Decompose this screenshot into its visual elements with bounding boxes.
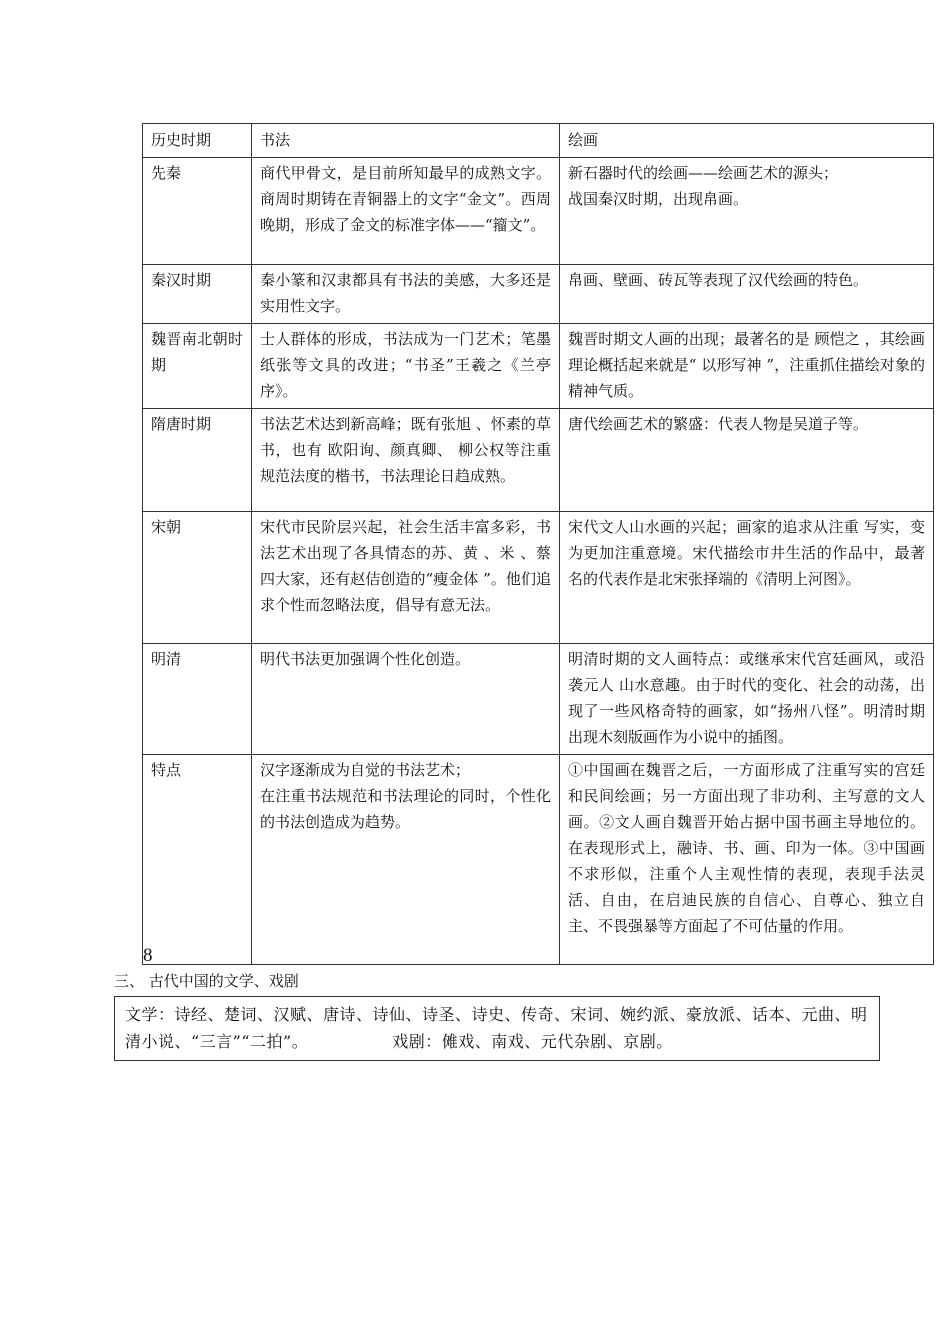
painting-cell: 魏晋时期文人画的出现；最著名的是 顾恺之 ，其绘画理论概括起来就是“ 以形写神 ”，注重抓住描绘对象的 精神气质。 <box>560 324 934 409</box>
painting-cell: 明清时期的文人画特点：或继承宋代宫廷画风，或沿袭元人 山水意趣。由于时代的变化、社会的动荡，出现了一些风格奇特的画家，如“扬州八怪”。明清时期出现木刻版画作为小说中的插图。 <box>560 644 934 755</box>
literature-drama-box <box>114 996 880 1061</box>
table-row <box>143 644 934 755</box>
calligraphy-cell: 商代甲骨文，是目前所知最早的成熟文字。商周时期铸在青铜器上的文字“金文”。西周晚期，形成了金文的标准字体——“籀文”。 <box>252 158 560 265</box>
painting-cell: 宋代文人山水画的兴起；画家的追求从注重 写实，变为更加注重意境。宋代描绘市井生活的作品中，最著名的代表作是北宋张择端的《清明上河图》。 <box>560 512 934 644</box>
period-cell: 特点 <box>143 755 252 965</box>
table-row <box>143 324 934 409</box>
period-cell: 明清 <box>143 644 252 755</box>
header-period: 历史时期 <box>143 124 252 158</box>
history-art-table <box>142 123 934 965</box>
period-cell: 魏晋南北朝时期 <box>143 324 252 409</box>
painting-cell: 新石器时代的绘画——绘画艺术的源头； 战国秦汉时期，出现帛画。 <box>560 158 934 265</box>
table-header-row <box>143 124 934 158</box>
section-title: 三、 古代中国的文学、戏剧 <box>114 972 299 990</box>
literature-list: 文学：诗经、楚词、汉赋、唐诗、诗仙、诗圣、诗史、传奇、宋词、婉约派、豪放派、话本、元曲、明清小说、“三言”“二拍”。 <box>125 1005 868 1051</box>
period-cell: 隋唐时期 <box>143 409 252 512</box>
drama-list: 戏剧：傩戏、南戏、元代杂剧、京剧。 <box>392 1032 673 1051</box>
table-row <box>143 265 934 324</box>
period-cell: 秦汉时期 <box>143 265 252 324</box>
calligraphy-cell: 宋代市民阶层兴起，社会生活丰富多彩，书法艺术出现了各具情态的苏、黄 、米 、蔡四大家，还有赵佶创造的“瘦金体 ”。他们追求个性而忽略法度，倡导有意无法。 <box>252 512 560 644</box>
period-cell: 宋朝 <box>143 512 252 644</box>
table-row <box>143 409 934 512</box>
table-row <box>143 158 934 265</box>
header-calligraphy: 书法 <box>252 124 560 158</box>
page-number: 8 <box>143 945 153 966</box>
table-row <box>143 512 934 644</box>
header-painting: 绘画 <box>560 124 934 158</box>
period-cell: 先秦 <box>143 158 252 265</box>
painting-cell: 唐代绘画艺术的繁盛：代表人物是吴道子等。 <box>560 409 934 512</box>
calligraphy-cell: 士人群体的形成，书法成为一门艺术；笔墨纸张等文具的改进；“书圣”王羲之《兰亭序》。 <box>252 324 560 409</box>
calligraphy-cell: 明代书法更加强调个性化创造。 <box>252 644 560 755</box>
calligraphy-cell: 汉字逐渐成为自觉的书法艺术； 在注重书法规范和书法理论的同时，个性化的书法创造成为趋势。 <box>252 755 560 965</box>
calligraphy-cell: 书法艺术达到新高峰；既有张旭 、怀素的草书，也有 欧阳询、颜真卿、 柳公权等注重规范法度的楷书，书法理论日趋成熟。 <box>252 409 560 512</box>
calligraphy-cell: 秦小篆和汉隶都具有书法的美感，大多还是实用性文字。 <box>252 265 560 324</box>
painting-cell: ①中国画在魏晋之后，一方面形成了注重写实的宫廷和民间绘画；另一方面出现了非功利、主写意的文人画。②文人画自魏晋开始占据中国书画主导地位的。在表现形式上，融诗、书、画、印为一体。③中国画不求形似，注重个人主观性情的表现，表现手法灵活、自由，在启迪民族的自信心、自尊心、独立自主、不畏强暴等方面起了不可估量的作用。 <box>560 755 934 965</box>
painting-cell: 帛画、壁画、砖瓦等表现了汉代绘画的特色。 <box>560 265 934 324</box>
table-row <box>143 755 934 965</box>
